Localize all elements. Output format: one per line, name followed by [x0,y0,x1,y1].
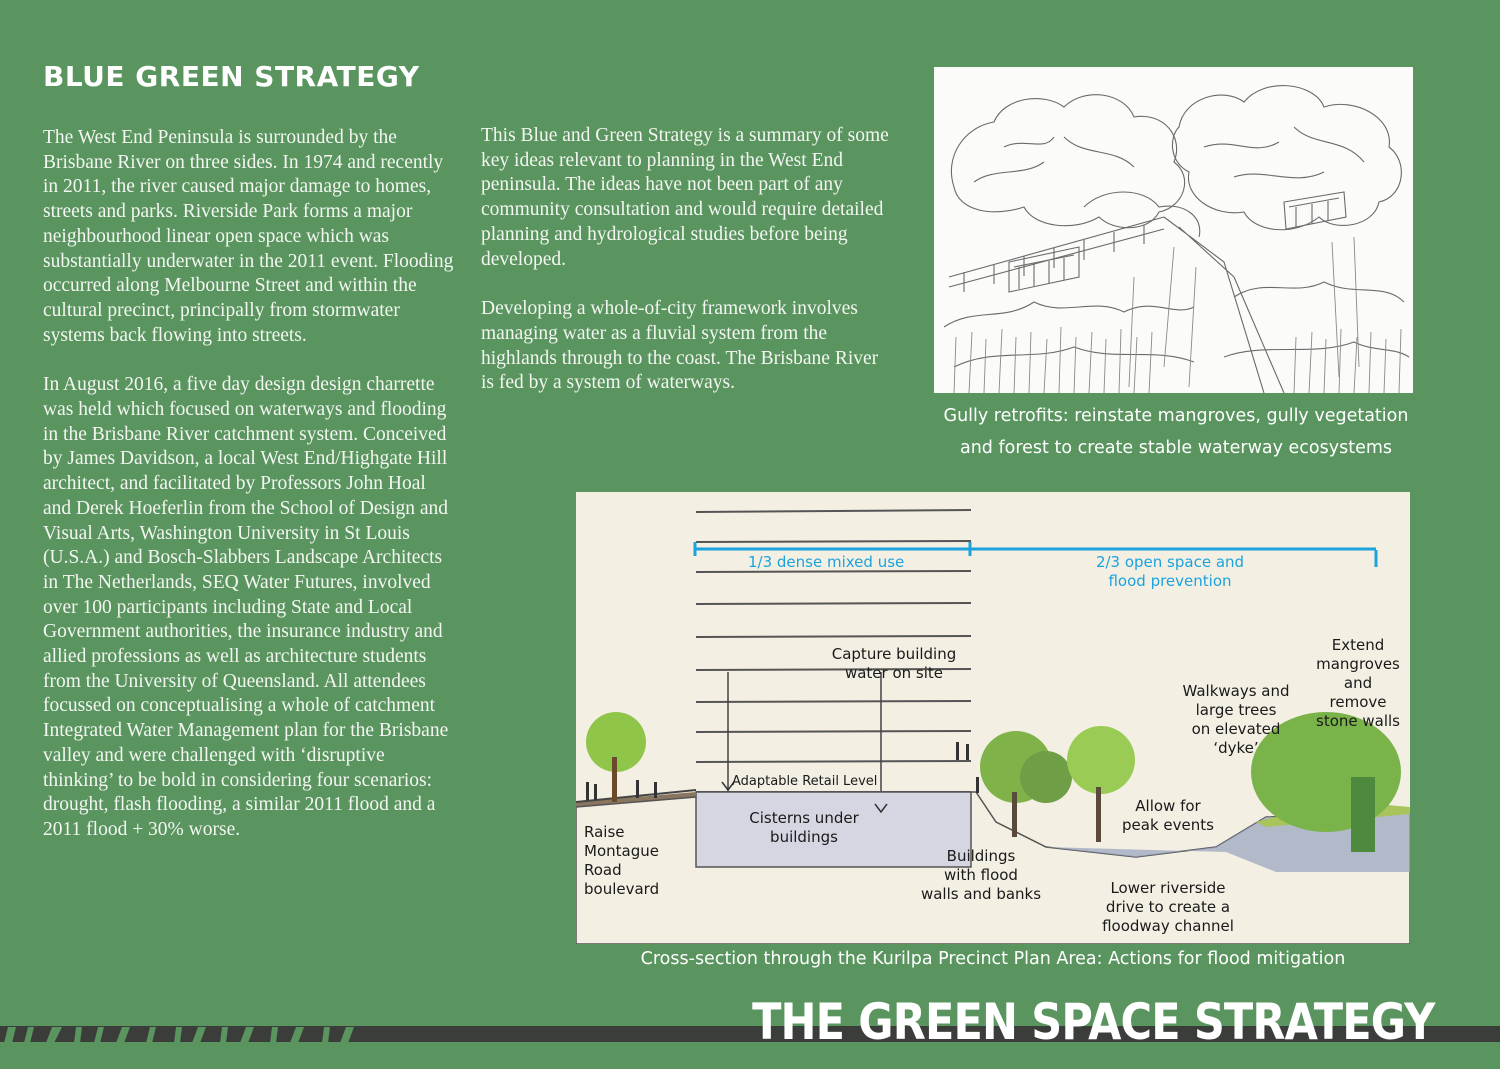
label-extend-line-1: Extend [1331,636,1385,654]
footer-stripes-decoration [0,1023,380,1045]
label-open-space-line-2: flood prevention [1108,572,1232,590]
label-raise-line-4: boulevard [584,880,660,898]
label-capture-building-water [826,645,962,683]
label-cisterns [744,809,864,847]
label-walkways [1176,682,1296,758]
label-walkways-line-3: on elevated [1191,720,1281,738]
gully-sketch-drawing [934,67,1413,393]
summary-paragraph: This Blue and Green Strategy is a summary of some key ideas relevant to planning in the West End peninsula. The ideas have not been part of any community consultation and would require detailed planning and hydrological studies before being developed. [481,125,889,270]
left-text-column [43,126,455,868]
label-raise-line-2: Montague [584,842,659,860]
middle-text-column [481,124,891,421]
label-raise-montague-road [584,823,659,899]
label-allow-line-1: Allow for [1135,797,1201,815]
label-buildings-flood-walls [916,847,1046,904]
label-raise-line-1: Raise [584,823,625,841]
label-adaptable-retail: Adaptable Retail Level [732,774,878,789]
label-buildings-line-3: walls and banks [920,885,1042,903]
sketch-caption-line-2: and forest to create stable waterway ecosystems [959,438,1392,458]
charrette-paragraph: In August 2016, a five day design design charrette was held which focused on waterways and flooding in the Brisbane River catchment system. Conceived by James Davidson, a local West End/Highgate Hill architect, and facilitated by Professors John Hoal and Derek Hoeferlin from the School of Design and Visual Arts, Washington University in St Louis (U.S.A.) and Bosch-Slabbers Landscape Architects in The Netherlands, SEQ Water Futures, involved over 100 participants including State and Local Government authorities, the insurance industry and allied professions as well as architecture students from the University of Queensland. All attendees focussed on conceptualising a whole of catchment Integrated Water Management plan for the Brisbane valley and were challenged with ‘disruptive thinking’ to be bold in considering four scenarios: drought, flash flooding, a similar 2011 flood and a 2011 flood + 30% worse. [43,374,449,840]
label-buildings-line-2: with flood [944,866,1018,884]
cross-section-image [576,492,1410,944]
label-allow-peak-events [1114,797,1222,835]
label-open-space-line-1: 2/3 open space and [1095,553,1245,571]
label-open-space [1090,553,1250,591]
label-buildings-line-1: Buildings [946,847,1016,865]
label-allow-line-2: peak events [1122,816,1214,834]
gully-sketch-image [934,67,1413,393]
label-walkways-line-1: Walkways and [1182,682,1290,700]
label-lower-line-3: floodway channel [1102,917,1234,935]
page-heading: BLUE GREEN STRATEGY [43,60,420,93]
label-capture-line-2: water on site [844,664,944,682]
label-extend-line-5: stone walls [1316,712,1400,730]
label-raise-line-3: Road [584,861,622,879]
label-extend-line-2: mangroves [1316,655,1400,673]
sketch-caption-line-1: Gully retrofits: reinstate mangroves, gully vegetation [943,406,1409,426]
cross-section-caption: Cross-section through the Kurilpa Precinct Plan Area: Actions for flood mitigation [640,949,1346,969]
label-extend-mangroves [1310,636,1406,731]
label-cisterns-line-2: buildings [770,828,838,846]
label-cisterns-line-1: Cisterns under [749,809,859,827]
framework-paragraph: Developing a whole-of-city framework involves managing water as a fluvial system from the highlands through to the coast. The Brisbane River is fed by a system of waterways. [481,298,879,394]
sketch-caption [934,400,1418,464]
label-extend-line-4: remove [1329,693,1387,711]
label-walkways-line-4: ‘dyke’ [1213,739,1259,757]
label-lower-line-2: drive to create a [1105,898,1231,916]
footer-title: THE GREEN SPACE STRATEGY [751,993,1434,1051]
label-dense-mixed-use: 1/3 dense mixed use [748,553,905,571]
label-lower-riverside-drive [1088,879,1248,936]
intro-paragraph: The West End Peninsula is surrounded by the Brisbane River on three sides. In 1974 and recently in 2011, the river caused major damage to homes, streets and parks. Riverside Park forms a major neighbourhood linear open space which was substantially underwater in the 2011 event. Flooding occurred along Melbourne Street and within the cultural precinct, principally from stormwater systems back flowing into streets. [43,127,454,346]
label-extend-line-3: and [1343,674,1373,692]
label-lower-line-1: Lower riverside [1110,879,1226,897]
label-walkways-line-2: large trees [1195,701,1277,719]
label-capture-line-1: Capture building [831,645,957,663]
